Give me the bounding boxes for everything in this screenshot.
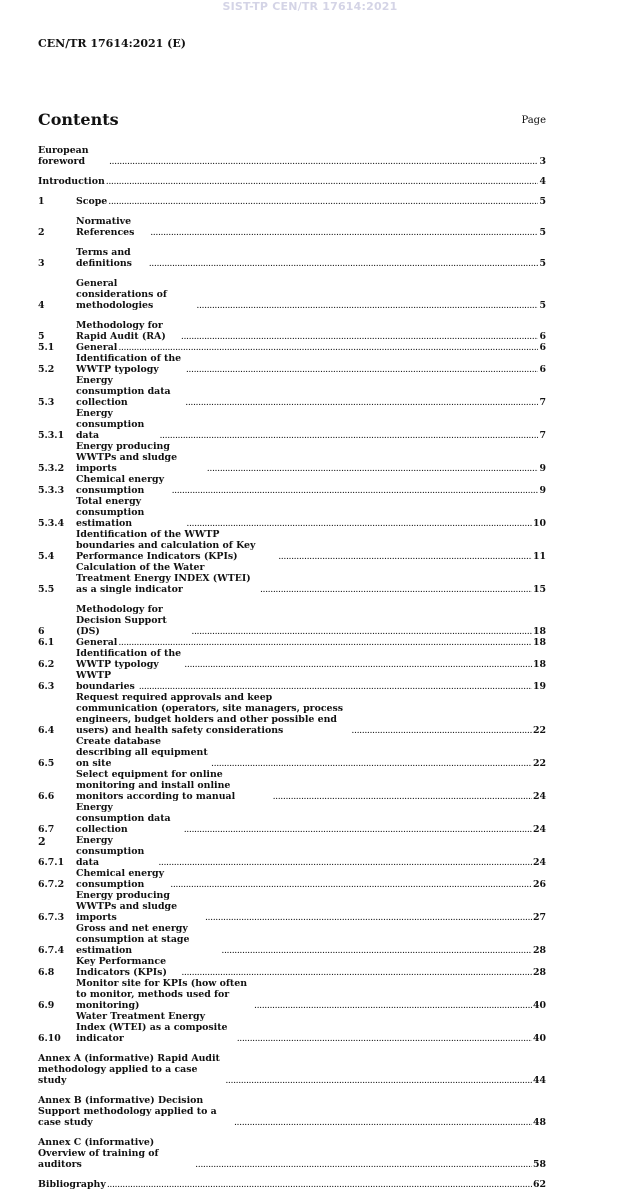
toc-entry-number: 5.3.2 [38,463,65,474]
toc-entry-number: 6.2 [38,659,55,670]
toc-entry[interactable] [38,648,546,670]
toc-entry[interactable] [38,835,546,868]
toc-entry-page: 9 [539,463,546,474]
toc-entry-title: Bibliography [38,1179,106,1190]
toc-entry-title: Annex C (informative) Overview of training of auditors [38,1137,159,1170]
toc-entry-page: 15 [532,584,546,595]
toc-entry-number: 6.7.1 [38,857,65,868]
toc-entry-page: 58 [532,1159,546,1170]
toc-entry[interactable] [38,978,546,1011]
toc-entry[interactable] [38,956,546,978]
dot-leader [254,1000,532,1011]
toc-entry-page: 48 [532,1117,546,1128]
watermark: SIST-TP CEN/TR 17614:2021 [222,0,398,13]
toc-entry-title: Annex A (informative) Rapid Audit methodology applied to a case study [38,1053,220,1086]
toc-entry-number: 2 [38,227,45,238]
toc-entry-title: Request required approvals and keep communication (operators, site managers, process engineers, budget holders and other possible end users) and health safety considerations [76,692,344,736]
dot-leader [107,1179,532,1190]
toc-entry-title: Identification of the WWTP typology [76,353,182,375]
toc-entry-number: 5.3.3 [38,485,65,496]
toc-entry-page: 18 [532,659,546,670]
toc-entry-number: 6.8 [38,967,55,978]
dot-leader [225,1075,532,1086]
toc-entry[interactable] [38,320,546,342]
toc-entry-title: Energy consumption data collection [76,375,171,408]
toc-entry-title: General [76,342,118,353]
toc-entry[interactable] [38,692,546,736]
toc-entry[interactable] [38,529,546,562]
toc-entry-number: 5.3.1 [38,430,65,441]
toc-entry-number: 6.7.2 [38,879,65,890]
toc-entry[interactable] [38,769,546,802]
toc-entry-page: 9 [539,485,546,496]
toc-entry-title: Total energy consumption estimation [76,496,145,529]
dot-leader [184,659,532,670]
toc-entry-number: 6.7.3 [38,912,65,923]
toc-entry-page: 11 [532,551,546,562]
toc-entry-number: 1 [38,196,45,207]
toc-entry[interactable] [38,670,546,692]
dot-leader [109,156,539,167]
toc-entry-page: 7 [539,397,546,408]
toc-entry-title: General considerations of methodologies [76,278,167,311]
toc-entry-number: 6.5 [38,758,55,769]
toc-entry-title: Key Performance Indicators (KPIs) [76,956,167,978]
toc-entry[interactable] [38,1053,546,1086]
toc-entry-page: 28 [532,945,546,956]
toc-entry-title: General [76,637,118,648]
toc-entry-title: Energy consumption data [76,408,145,441]
toc-entry-page: 24 [532,857,546,868]
toc-entry[interactable] [38,1095,546,1128]
dot-leader [172,485,539,496]
dot-leader [221,945,532,956]
toc-entry-title: Select equipment for online monitoring and install online monitors according to manual [76,769,236,802]
toc-entry[interactable] [38,375,546,408]
toc-entry-page: 18 [532,637,546,648]
toc-entry-title: Terms and definitions [76,247,132,269]
dot-leader [278,551,532,562]
toc-entry[interactable] [38,562,546,595]
toc-entry-number: 5.2 [38,364,55,375]
toc-entry[interactable] [38,1179,546,1190]
dot-leader [196,300,538,311]
toc-entry-title: Create database describing all equipment on site [76,736,208,769]
toc-entry[interactable] [38,196,546,207]
toc-entry[interactable] [38,1137,546,1170]
toc-entry-page: 24 [532,824,546,835]
dot-leader [108,196,538,207]
toc-entry-title: Introduction [38,176,105,187]
dot-leader [181,331,539,342]
dot-leader [351,725,532,736]
toc-entry[interactable] [38,278,546,311]
toc-entry[interactable] [38,868,546,890]
toc-entry-title: Identification of the WWTP typology [76,648,182,670]
toc-entry[interactable] [38,441,546,474]
dot-leader [205,912,532,923]
toc-entry-title: Energy producing WWTPs and sludge imports [76,441,178,474]
dot-leader [118,637,532,648]
dot-leader [158,857,532,868]
toc-entry-page: 24 [532,791,546,802]
toc-entry-title: Monitor site for KPIs (how often to monitor, methods used for monitoring) [76,978,248,1011]
toc-entry-title: Energy consumption data collection [76,802,171,835]
table-of-contents [38,145,546,1190]
toc-entry-page: 10 [532,518,546,529]
toc-entry[interactable] [38,496,546,529]
toc-entry-title: Methodology for Decision Support (DS) [76,604,167,637]
toc-entry-title: Calculation of the Water Treatment Energy INDEX (WTEI) as a single indicator [76,562,251,595]
toc-entry-page: 6 [539,331,546,342]
toc-entry-page: 6 [539,342,546,353]
contents-title: Contents [38,110,119,129]
toc-entry[interactable] [38,802,546,835]
toc-entry-number: 5.5 [38,584,55,595]
toc-entry-page: 7 [539,430,546,441]
toc-entry-number: 6 [38,626,45,637]
toc-entry-number: 6.9 [38,1000,55,1011]
dot-leader [170,879,532,890]
toc-entry-title: Scope [76,196,108,207]
toc-entry-page: 5 [539,196,546,207]
toc-entry-page: 28 [532,967,546,978]
toc-entry-title: WWTP boundaries [76,670,135,692]
toc-entry-page: 6 [539,364,546,375]
dot-leader [195,1159,532,1170]
document-id: CEN/TR 17614:2021 (E) [38,37,186,50]
dot-leader [185,397,538,408]
toc-entry[interactable] [38,176,546,187]
toc-entry-page: 4 [539,176,546,187]
toc-entry[interactable] [38,342,546,353]
toc-entry[interactable] [38,604,546,637]
page-number: 2 [38,835,46,848]
dot-leader [260,584,532,595]
toc-entry-number: 6.7.4 [38,945,65,956]
toc-entry-title: Gross and net energy consumption at stage estimation [76,923,190,956]
dot-leader [139,681,532,692]
dot-leader [159,430,538,441]
toc-entry-page: 62 [532,1179,546,1190]
toc-entry-page: 40 [532,1033,546,1044]
toc-entry-title: Methodology for Rapid Audit (RA) [76,320,166,342]
dot-leader [207,463,539,474]
toc-entry-page: 26 [532,879,546,890]
toc-entry-page: 3 [539,156,546,167]
toc-entry-title: Annex B (informative) Decision Support methodology applied to a case study [38,1095,217,1128]
toc-entry-page: 22 [532,725,546,736]
dot-leader [237,1033,532,1044]
toc-entry-page: 40 [532,1000,546,1011]
toc-entry-page: 19 [532,681,546,692]
toc-entry-number: 6.10 [38,1033,61,1044]
toc-entry-title: European foreword [38,145,89,167]
toc-entry-title: Water Treatment Energy Index (WTEI) as a composite indicator [76,1011,228,1044]
dot-leader [234,1117,532,1128]
toc-entry-page: 5 [539,300,546,311]
toc-entry-number: 6.6 [38,791,55,802]
toc-entry-number: 6.1 [38,637,55,648]
toc-entry[interactable] [38,474,546,496]
toc-entry-number: 5.3 [38,397,55,408]
toc-entry-title: Energy consumption data [76,835,145,868]
toc-entry[interactable] [38,353,546,375]
toc-entry-number: 4 [38,300,45,311]
dot-leader [186,364,539,375]
toc-entry-number: 5 [38,331,45,342]
toc-entry[interactable] [38,408,546,441]
toc-entry-number: 6.3 [38,681,55,692]
toc-entry-number: 6.4 [38,725,55,736]
toc-entry-number: 5.3.4 [38,518,65,529]
toc-entry-number: 6.7 [38,824,55,835]
toc-entry-title: Normative References [76,216,135,238]
toc-entry[interactable] [38,923,546,956]
toc-entry-number: 3 [38,258,45,269]
toc-entry[interactable] [38,637,546,648]
page-column-label: Page [521,115,546,126]
toc-entry[interactable] [38,145,546,167]
toc-entry-page: 44 [532,1075,546,1086]
toc-entry-title: Energy producing WWTPs and sludge imports [76,890,178,923]
dot-leader [186,518,532,529]
dot-leader [150,227,538,238]
toc-entry-page: 22 [532,758,546,769]
toc-entry[interactable] [38,247,546,269]
toc-entry-title: Chemical energy consumption [76,474,165,496]
dot-leader [118,342,538,353]
toc-entry-title: Identification of the WWTP boundaries and calculation of Key Performance Indicators (KPIs) [76,529,256,562]
dot-leader [106,176,539,187]
dot-leader [181,967,532,978]
toc-entry-page: 18 [532,626,546,637]
toc-entry-page: 27 [532,912,546,923]
dot-leader [211,758,532,769]
toc-entry-title: Chemical energy consumption [76,868,165,890]
toc-entry[interactable] [38,1011,546,1044]
dot-leader [149,258,539,269]
toc-entry-page: 5 [539,258,546,269]
dot-leader [273,791,532,802]
toc-entry-page: 5 [539,227,546,238]
toc-entry-number: 5.1 [38,342,55,353]
dot-leader [191,626,532,637]
dot-leader [184,824,532,835]
toc-entry[interactable] [38,216,546,238]
toc-entry-number: 5.4 [38,551,55,562]
toc-entry[interactable] [38,890,546,923]
toc-entry[interactable] [38,736,546,769]
